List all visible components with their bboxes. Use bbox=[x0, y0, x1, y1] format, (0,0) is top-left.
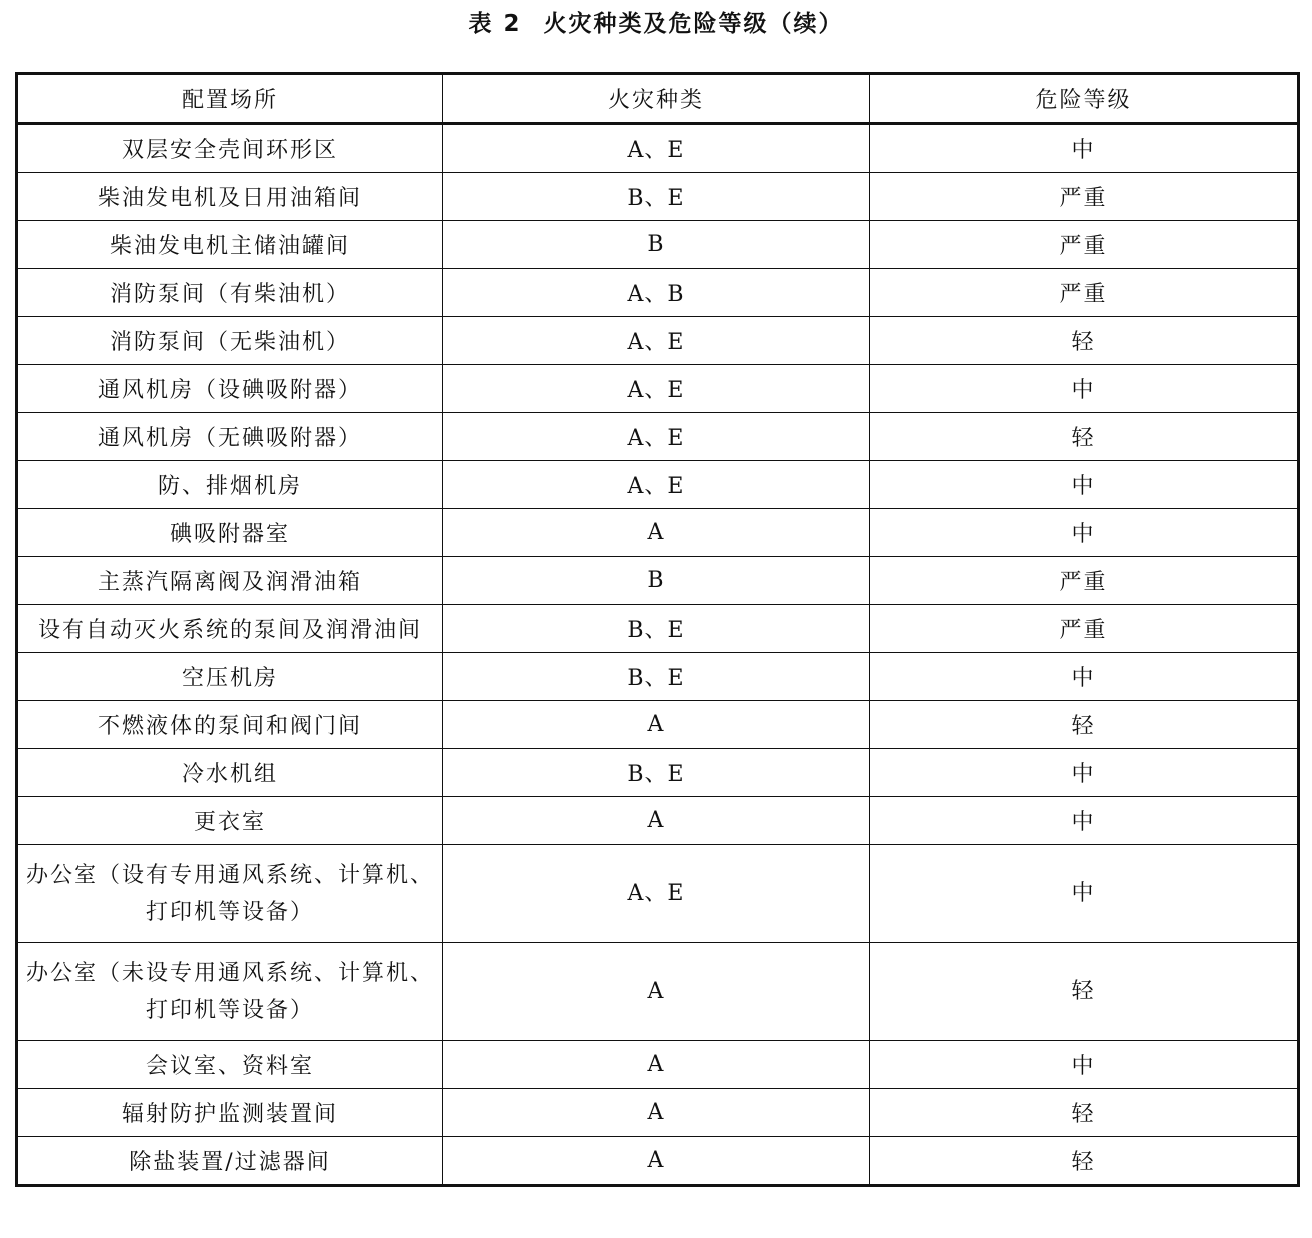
location-cell: 柴油发电机主储油罐间 bbox=[17, 221, 443, 269]
location-cell: 办公室（未设专用通风系统、计算机、打印机等设备） bbox=[17, 943, 443, 1041]
table-row bbox=[17, 1089, 1299, 1137]
location-cell: 柴油发电机及日用油箱间 bbox=[17, 173, 443, 221]
hazard-level-cell: 严重 bbox=[870, 269, 1299, 317]
location-cell: 冷水机组 bbox=[17, 749, 443, 797]
hazard-level-cell: 中 bbox=[870, 365, 1299, 413]
table-row bbox=[17, 605, 1299, 653]
hazard-level-cell: 严重 bbox=[870, 221, 1299, 269]
fire-type-cell: A、E bbox=[443, 365, 870, 413]
table-row bbox=[17, 845, 1299, 943]
fire-type-cell: A bbox=[443, 797, 870, 845]
location-cell: 设有自动灭火系统的泵间及润滑油间 bbox=[17, 605, 443, 653]
hazard-level-cell: 严重 bbox=[870, 557, 1299, 605]
table-row bbox=[17, 701, 1299, 749]
hazard-level-cell: 中 bbox=[870, 124, 1299, 173]
table-caption: 火灾种类及危险等级（续） bbox=[543, 11, 844, 37]
fire-type-cell: B、E bbox=[443, 653, 870, 701]
location-cell: 通风机房（无碘吸附器） bbox=[17, 413, 443, 461]
table-row bbox=[17, 461, 1299, 509]
header-location: 配置场所 bbox=[17, 74, 443, 124]
fire-type-cell: A、E bbox=[443, 124, 870, 173]
table-row bbox=[17, 749, 1299, 797]
table-row bbox=[17, 797, 1299, 845]
hazard-level-cell: 严重 bbox=[870, 173, 1299, 221]
table-body bbox=[17, 124, 1299, 1186]
fire-type-cell: A bbox=[443, 943, 870, 1041]
fire-type-cell: B bbox=[443, 557, 870, 605]
fire-type-cell: A bbox=[443, 509, 870, 557]
table-row bbox=[17, 365, 1299, 413]
hazard-level-cell: 轻 bbox=[870, 413, 1299, 461]
table-row bbox=[17, 317, 1299, 365]
hazard-level-cell: 中 bbox=[870, 461, 1299, 509]
location-cell: 更衣室 bbox=[17, 797, 443, 845]
table-row bbox=[17, 653, 1299, 701]
fire-type-cell: A bbox=[443, 701, 870, 749]
table-row bbox=[17, 1137, 1299, 1186]
table-row bbox=[17, 173, 1299, 221]
header-fire-type: 火灾种类 bbox=[443, 74, 870, 124]
location-cell: 主蒸汽隔离阀及润滑油箱 bbox=[17, 557, 443, 605]
fire-type-cell: B、E bbox=[443, 605, 870, 653]
location-cell: 办公室（设有专用通风系统、计算机、打印机等设备） bbox=[17, 845, 443, 943]
table-row bbox=[17, 124, 1299, 173]
location-cell: 辐射防护监测装置间 bbox=[17, 1089, 443, 1137]
location-cell: 不燃液体的泵间和阀门间 bbox=[17, 701, 443, 749]
table-row bbox=[17, 1041, 1299, 1089]
table-row bbox=[17, 509, 1299, 557]
table-number: 表 2 bbox=[468, 11, 522, 37]
hazard-level-cell: 中 bbox=[870, 653, 1299, 701]
fire-type-cell: A bbox=[443, 1137, 870, 1186]
hazard-level-cell: 严重 bbox=[870, 605, 1299, 653]
fire-type-cell: A、E bbox=[443, 317, 870, 365]
fire-type-cell: A、E bbox=[443, 461, 870, 509]
location-cell: 通风机房（设碘吸附器） bbox=[17, 365, 443, 413]
table-row bbox=[17, 221, 1299, 269]
table-header bbox=[17, 74, 1299, 124]
fire-type-cell: B、E bbox=[443, 749, 870, 797]
hazard-level-cell: 中 bbox=[870, 1041, 1299, 1089]
header-hazard-level: 危险等级 bbox=[870, 74, 1299, 124]
hazard-level-cell: 轻 bbox=[870, 1089, 1299, 1137]
location-cell: 消防泵间（无柴油机） bbox=[17, 317, 443, 365]
table-title bbox=[0, 8, 1312, 40]
hazard-level-cell: 轻 bbox=[870, 1137, 1299, 1186]
location-cell: 防、排烟机房 bbox=[17, 461, 443, 509]
table-row bbox=[17, 269, 1299, 317]
hazard-level-cell: 中 bbox=[870, 845, 1299, 943]
fire-type-cell: A、E bbox=[443, 413, 870, 461]
hazard-level-cell: 轻 bbox=[870, 701, 1299, 749]
hazard-level-cell: 轻 bbox=[870, 317, 1299, 365]
location-cell: 除盐装置/过滤器间 bbox=[17, 1137, 443, 1186]
fire-hazard-table bbox=[15, 72, 1300, 1187]
header-row bbox=[17, 74, 1299, 124]
fire-type-cell: A、E bbox=[443, 845, 870, 943]
table-row bbox=[17, 943, 1299, 1041]
location-cell: 双层安全壳间环形区 bbox=[17, 124, 443, 173]
location-cell: 会议室、资料室 bbox=[17, 1041, 443, 1089]
fire-type-cell: A bbox=[443, 1089, 870, 1137]
hazard-level-cell: 轻 bbox=[870, 943, 1299, 1041]
hazard-level-cell: 中 bbox=[870, 509, 1299, 557]
table-row bbox=[17, 413, 1299, 461]
fire-type-cell: B、E bbox=[443, 173, 870, 221]
fire-type-cell: A bbox=[443, 1041, 870, 1089]
fire-type-cell: A、B bbox=[443, 269, 870, 317]
location-cell: 空压机房 bbox=[17, 653, 443, 701]
location-cell: 消防泵间（有柴油机） bbox=[17, 269, 443, 317]
hazard-level-cell: 中 bbox=[870, 749, 1299, 797]
location-cell: 碘吸附器室 bbox=[17, 509, 443, 557]
hazard-level-cell: 中 bbox=[870, 797, 1299, 845]
table-row bbox=[17, 557, 1299, 605]
fire-type-cell: B bbox=[443, 221, 870, 269]
